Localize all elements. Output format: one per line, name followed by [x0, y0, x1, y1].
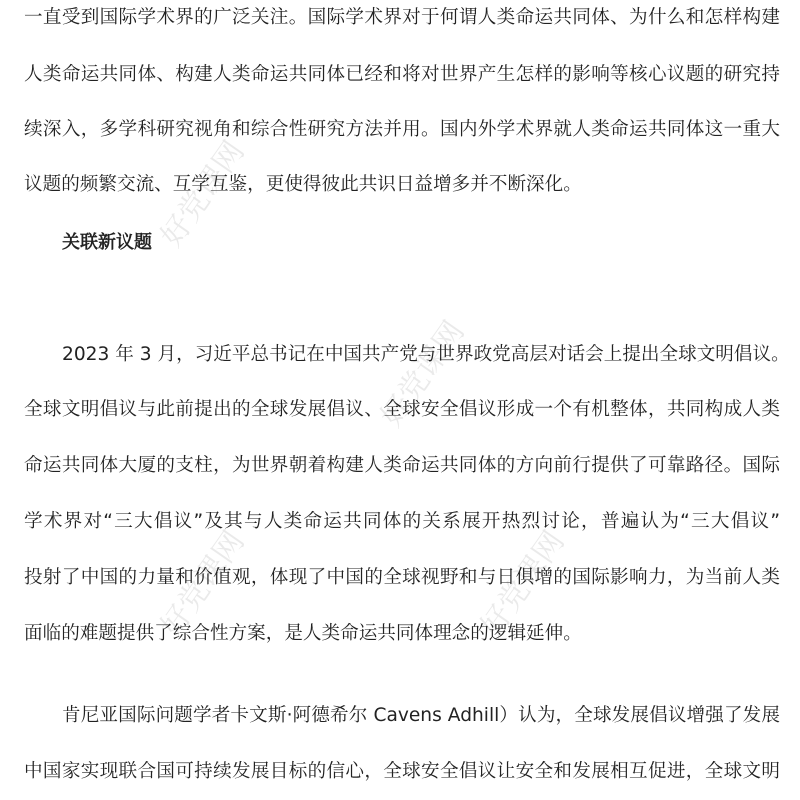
- watermark-text: 好党课网: [154, 524, 252, 644]
- watermark-text: 好党课网: [474, 524, 572, 644]
- text-line: 面临的难题提供了综合性方案，是人类命运共同体理念的逻辑延伸。: [24, 623, 582, 644]
- text-line: 全球文明倡议与此前提出的全球发展倡议、全球安全倡议形成一个有机整体，共同构成人类: [24, 399, 780, 420]
- text-line: 学术界对“三大倡议”及其与人类命运共同体的关系展开热烈讨论，普遍认为“三大倡议”: [24, 511, 780, 532]
- text-line: 一直受到国际学术界的广泛关注。国际学术界对于何谓人类命运共同体、为什么和怎样构建: [24, 7, 780, 28]
- text-line: 肯尼亚国际问题学者卡文斯·阿德希尔 Cavens Adhill）认为，全球发展倡议增强了发展: [62, 705, 780, 726]
- text-line: 2023 年 3 月，习近平总书记在中国共产党与世界政党高层对话会上提出全球文明倡议。: [62, 344, 790, 365]
- watermark-text: 好党课网: [154, 134, 252, 254]
- watermark-text: 好党课网: [374, 314, 472, 434]
- text-line: 议题的频繁交流、互学互鉴，更使得彼此共识日益增多并不断深化。: [24, 174, 582, 195]
- text-line: 续深入，多学科研究视角和综合性研究方法并用。国内外学术界就人类命运共同体这一重大: [24, 119, 780, 140]
- text-line: 人类命运共同体、构建人类命运共同体已经和将对世界产生怎样的影响等核心议题的研究持: [24, 64, 780, 85]
- text-line: 投射了中国的力量和价值观，体现了中国的全球视野和与日俱增的国际影响力，为当前人类: [24, 567, 780, 588]
- section-heading: 关联新议题: [62, 232, 152, 253]
- text-line: 中国家实现联合国可持续发展目标的信心，全球安全倡议让安全和发展相互促进，全球文明: [24, 761, 780, 782]
- text-line: 命运共同体大厦的支柱，为世界朝着构建人类命运共同体的方向前行提供了可靠路径。国际: [24, 455, 780, 476]
